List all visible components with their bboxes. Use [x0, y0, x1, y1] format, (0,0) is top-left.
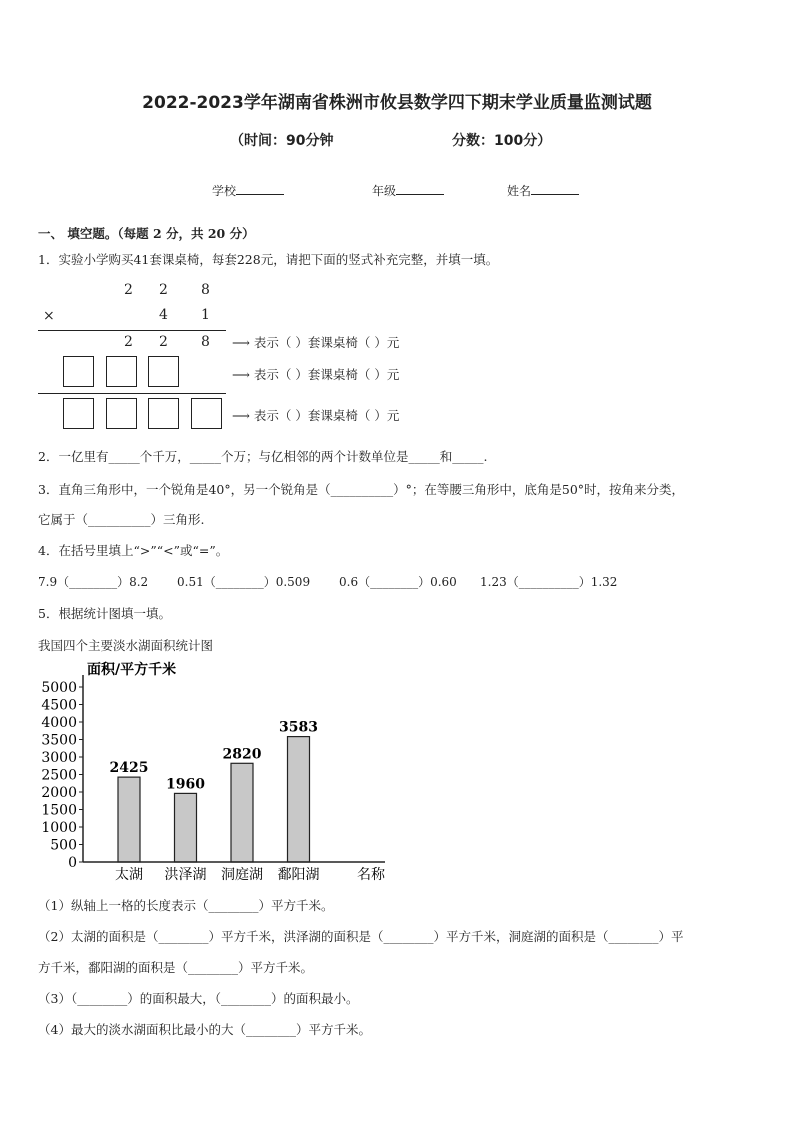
section-heading: 一、 填空题。（每题 2 分，共 20 分） — [38, 226, 255, 241]
y-tick-label: 4500 — [41, 697, 77, 714]
y-tick-label: 0 — [68, 855, 77, 871]
y-tick-label: 3000 — [41, 750, 77, 766]
x-axis-label: 名称 — [357, 867, 385, 883]
category-label: 洪泽湖 — [164, 867, 207, 883]
bar-chart — [30, 655, 410, 890]
y-axis-label: 面积/平方千米 — [87, 662, 177, 678]
arrow-icon: ⟶ — [232, 335, 250, 350]
answer-box[interactable] — [106, 356, 137, 387]
multiplier-digit: 1 — [201, 307, 210, 323]
question-5-text: 5．根据统计图填一填。 — [38, 606, 171, 621]
question-5-sub-3: （3）（________）的面积最大，（________）的面积最小。 — [38, 991, 359, 1006]
meaning-row-1 — [232, 333, 399, 351]
question-4-text: 4．在括号里填上“>”“<”或“=”。 — [38, 543, 229, 558]
question-5-sub-2-line-1: （2）太湖的面积是（________）平方千米，洪泽湖的面积是（________）平方千米，洞庭湖的面积是（________）平 — [38, 929, 684, 944]
compare-item: 1.23（__________）1.32 — [480, 575, 618, 589]
partial-digit: 2 — [159, 334, 168, 350]
answer-box[interactable] — [148, 398, 179, 429]
bar-value-label: 3583 — [279, 719, 318, 736]
question-2-text: 2．一亿里有_____个千万，_____个万；与亿相邻的两个计数单位是_____和_____. — [38, 449, 488, 464]
meaning-text: 表示（ ）套课桌椅（ ）元 — [253, 335, 400, 350]
partial-digit: 2 — [124, 334, 133, 350]
grade-field[interactable] — [372, 182, 444, 199]
question-3-line-1: 3．直角三角形中，一个锐角是40°，另一个锐角是（__________）°；在等腰三角形中，底角是50°时，按角来分类， — [38, 482, 685, 497]
question-5-sub-4: （4）最大的淡水湖面积比最小的大（________）平方千米。 — [38, 1022, 371, 1037]
multiplicand-digit: 2 — [159, 282, 168, 298]
name-field[interactable] — [507, 182, 579, 199]
question-1-text: 1．实验小学购买41套课桌椅，每套228元，请把下面的竖式补充完整，并填一填。 — [38, 252, 499, 267]
arrow-icon: ⟶ — [232, 367, 250, 382]
divider-line — [38, 330, 226, 331]
meaning-text: 表示（ ）套课桌椅（ ）元 — [253, 408, 400, 423]
meaning-text: 表示（ ）套课桌椅（ ）元 — [253, 367, 400, 382]
answer-box[interactable] — [63, 398, 94, 429]
page-title: 2022-2023学年湖南省株洲市攸县数学四下期末学业质量监测试题 — [142, 93, 652, 113]
partial-digit: 8 — [201, 334, 210, 350]
answer-box[interactable] — [106, 398, 137, 429]
y-tick-label: 2000 — [41, 785, 77, 801]
arrow-icon: ⟶ — [232, 408, 250, 423]
compare-item: 0.6（________）0.60 — [339, 575, 457, 589]
answer-box[interactable] — [191, 398, 222, 429]
bar — [231, 763, 253, 862]
answer-box[interactable] — [148, 356, 179, 387]
bar — [288, 737, 310, 862]
question-5-sub-2-line-2: 方千米，鄱阳湖的面积是（________）平方千米。 — [38, 960, 314, 975]
y-tick-label: 3500 — [41, 732, 77, 749]
y-tick-label: 500 — [50, 837, 77, 854]
multiplicand-digit: 8 — [201, 282, 210, 298]
bar-value-label: 1960 — [166, 776, 205, 793]
category-label: 洞庭湖 — [221, 867, 263, 883]
multiplicand-digit: 2 — [124, 282, 133, 298]
y-tick-label: 4000 — [41, 715, 77, 731]
name-label: 姓名 — [507, 184, 532, 198]
compare-item: 0.51（________）0.509 — [177, 575, 311, 589]
meaning-row-2 — [232, 365, 399, 383]
times-sign: × — [43, 308, 55, 324]
bar-value-label: 2820 — [222, 746, 262, 763]
bar-value-label: 2425 — [109, 760, 149, 777]
score-label: 分数：100分） — [452, 133, 552, 149]
school-field[interactable] — [212, 182, 284, 199]
multiplier-digit: 4 — [159, 307, 168, 323]
question-3-line-2: 它属于（__________）三角形. — [38, 512, 205, 527]
y-tick-label: 5000 — [41, 680, 77, 696]
answer-box[interactable] — [63, 356, 94, 387]
y-tick-label: 2500 — [41, 767, 77, 784]
divider-line — [38, 393, 226, 394]
meaning-row-3 — [232, 406, 399, 424]
category-label: 太湖 — [115, 867, 143, 883]
bar — [175, 793, 197, 862]
time-label: （时间：90分钟 — [230, 133, 334, 149]
category-label: 鄱阳湖 — [277, 867, 320, 883]
school-label: 学校 — [212, 184, 237, 198]
y-tick-label: 1500 — [41, 802, 77, 819]
bar — [118, 777, 140, 862]
grade-label: 年级 — [372, 184, 397, 198]
chart-caption: 我国四个主要淡水湖面积统计图 — [38, 638, 214, 653]
question-5-sub-1: （1）纵轴上一格的长度表示（________）平方千米。 — [38, 898, 334, 913]
compare-item: 7.9（________）8.2 — [38, 575, 149, 589]
y-tick-label: 1000 — [41, 820, 77, 836]
